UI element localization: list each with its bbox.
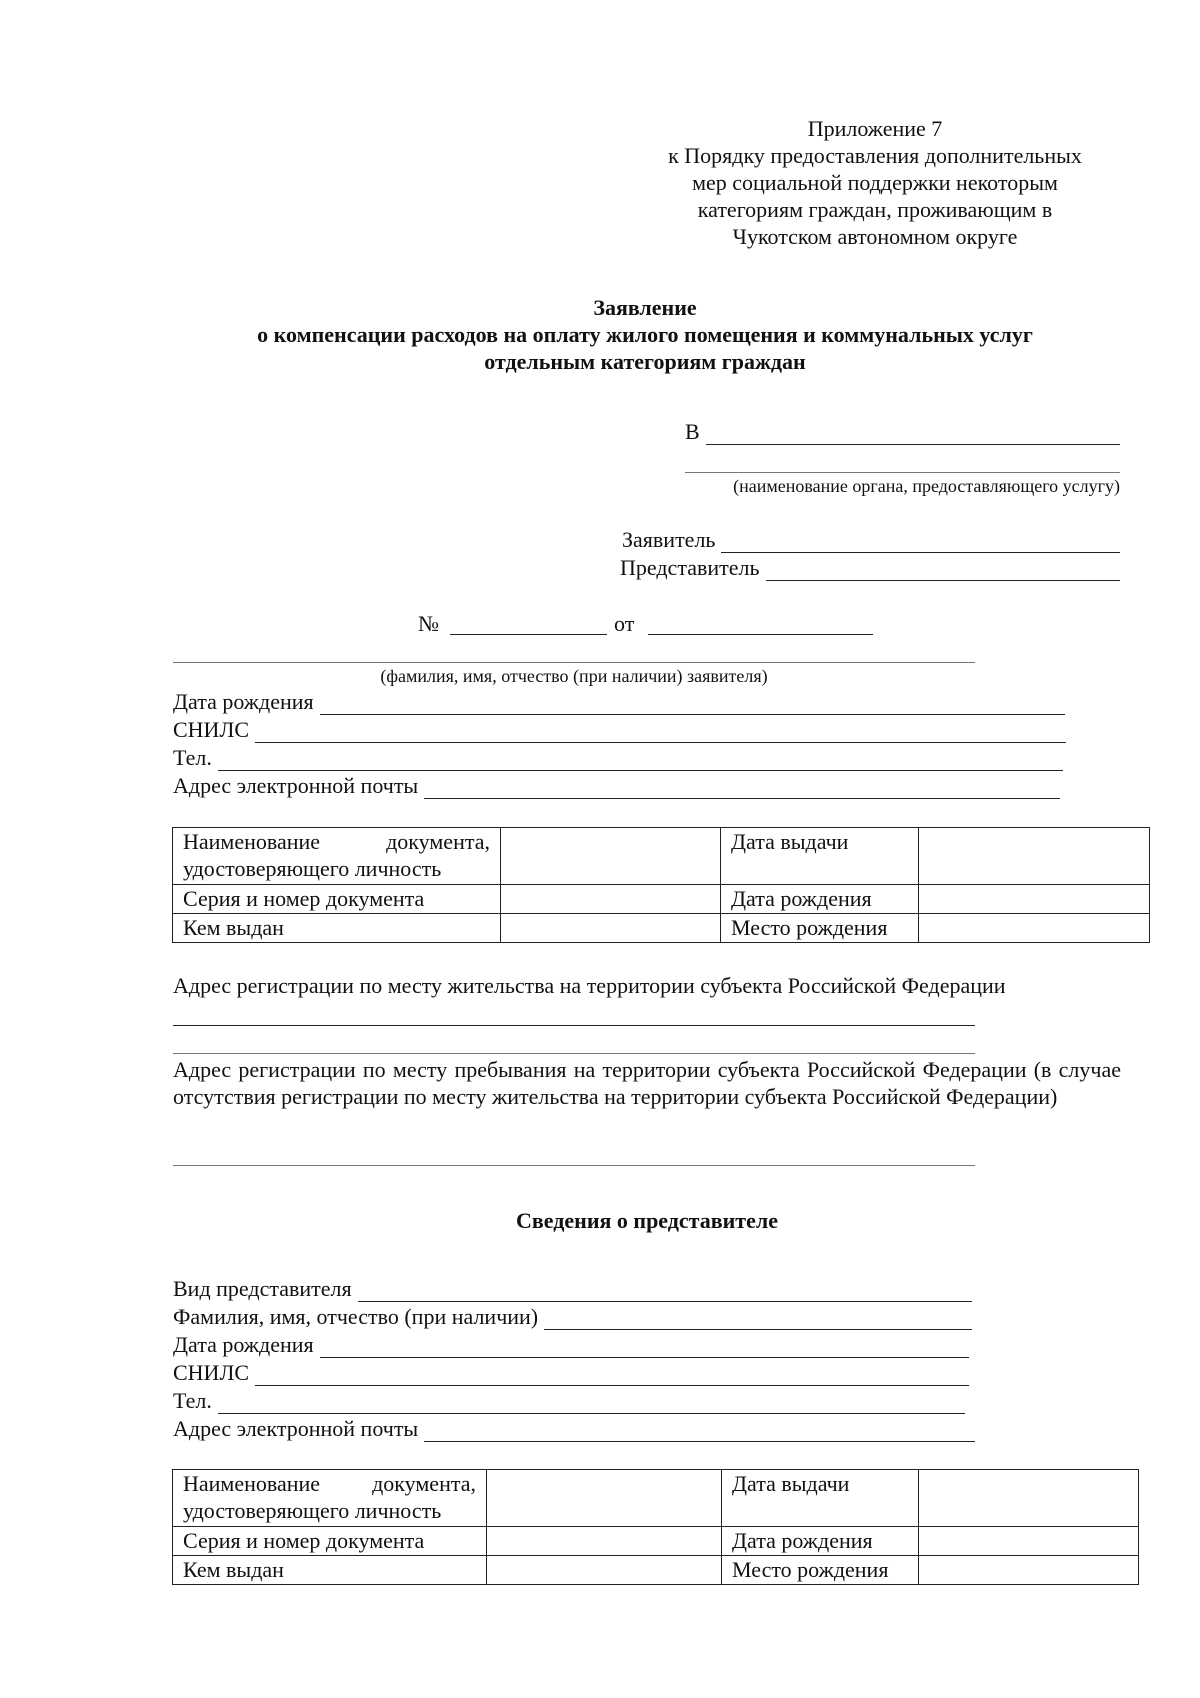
applicant-fio-caption: (фамилия, имя, отчество (при наличии) заявителя) bbox=[380, 666, 768, 686]
issue-date-label: Дата выдачи bbox=[721, 828, 919, 885]
residence-address-label: Адрес регистрации по месту жительства на территории субъекта Российской Федерации bbox=[173, 973, 1006, 998]
issued-by-label: Кем выдан bbox=[173, 914, 501, 943]
snils-label: СНИЛС bbox=[173, 717, 250, 742]
addressee-caption: (наименование органа, предоставляющего услугу) bbox=[733, 476, 1120, 496]
series-number-cell[interactable] bbox=[501, 885, 721, 914]
title-line: о компенсации расходов на оплату жилого помещения и коммунальных услуг bbox=[257, 322, 1033, 347]
issued-by-label: Кем выдан bbox=[173, 1556, 487, 1585]
table-row bbox=[173, 1470, 1139, 1527]
appendix-line: мер социальной поддержки некоторым bbox=[692, 170, 1058, 195]
birth-place-label: Место рождения bbox=[722, 1556, 919, 1585]
applicant-field[interactable] bbox=[721, 532, 1120, 553]
phone-label: Тел. bbox=[173, 745, 212, 770]
issue-date-cell[interactable] bbox=[919, 1470, 1139, 1527]
from-label: от bbox=[614, 611, 635, 636]
birth-date-label: Дата рождения bbox=[721, 885, 919, 914]
birth-date-cell[interactable] bbox=[919, 885, 1150, 914]
doc-name-label: Наименование документа, удостоверяющего личность bbox=[173, 1470, 487, 1527]
birth-date-label: Дата рождения bbox=[722, 1527, 919, 1556]
rep-phone-field[interactable] bbox=[218, 1393, 965, 1414]
stay-address-field[interactable] bbox=[173, 1165, 975, 1166]
rep-phone-row bbox=[173, 1387, 965, 1414]
doc-name-cell[interactable] bbox=[501, 828, 721, 885]
rep-email-row bbox=[173, 1415, 975, 1442]
identity-document-table bbox=[172, 827, 1150, 943]
title-line: Заявление bbox=[593, 295, 697, 320]
representative-label: Представитель bbox=[620, 555, 760, 580]
birth-place-cell[interactable] bbox=[919, 1556, 1139, 1585]
stay-address-label: Адрес регистрации по месту пребывания на территории субъекта Российской Федерации (в случае отсутствия регистрации по месту жительства на территории субъекта Российской Федерации) bbox=[173, 1057, 1121, 1109]
rep-snils-field[interactable] bbox=[255, 1365, 969, 1386]
applicant-row bbox=[622, 526, 1120, 553]
rep-type-field[interactable] bbox=[358, 1281, 972, 1302]
representative-field[interactable] bbox=[766, 560, 1120, 581]
applicant-label: Заявитель bbox=[622, 527, 716, 552]
table-row bbox=[173, 885, 1150, 914]
issued-by-cell[interactable] bbox=[487, 1556, 722, 1585]
rep-identity-document-table bbox=[172, 1469, 1139, 1585]
representative-row bbox=[620, 554, 1120, 581]
addressee-second-line[interactable] bbox=[685, 472, 1120, 473]
birth-date-label: Дата рождения bbox=[173, 689, 314, 714]
email-field[interactable] bbox=[424, 778, 1060, 799]
rep-snils-row bbox=[173, 1359, 969, 1386]
rep-snils-label: СНИЛС bbox=[173, 1360, 250, 1385]
rep-birth-label: Дата рождения bbox=[173, 1332, 314, 1357]
appendix-line: Чукотском автономном округе bbox=[732, 224, 1018, 249]
rep-email-field[interactable] bbox=[424, 1421, 975, 1442]
document-title bbox=[150, 294, 1140, 375]
number-sign: № bbox=[418, 611, 439, 636]
addressee-prefix: В bbox=[685, 419, 700, 444]
series-number-label: Серия и номер документа bbox=[173, 885, 501, 914]
birth-place-label: Место рождения bbox=[721, 914, 919, 943]
residence-address-field-2[interactable] bbox=[173, 1053, 975, 1054]
phone-field[interactable] bbox=[218, 750, 1063, 771]
issue-date-cell[interactable] bbox=[919, 828, 1150, 885]
rep-type-label: Вид представителя bbox=[173, 1276, 352, 1301]
appendix-line: категориям граждан, проживающим в bbox=[697, 197, 1053, 222]
table-row bbox=[173, 914, 1150, 943]
rep-fio-row bbox=[173, 1303, 972, 1330]
birth-date-field[interactable] bbox=[320, 694, 1065, 715]
appendix-header bbox=[640, 115, 1110, 250]
appendix-line: Приложение 7 bbox=[807, 116, 943, 141]
doc-name-cell[interactable] bbox=[487, 1470, 722, 1527]
addressee-row bbox=[685, 418, 1120, 445]
number-field[interactable] bbox=[450, 634, 607, 635]
series-number-label: Серия и номер документа bbox=[173, 1527, 487, 1556]
birth-place-cell[interactable] bbox=[919, 914, 1150, 943]
rep-fio-field[interactable] bbox=[544, 1309, 972, 1330]
applicant-snils-row bbox=[173, 716, 1066, 743]
applicant-email-row bbox=[173, 772, 1060, 799]
title-line: отдельным категориям граждан bbox=[484, 349, 806, 374]
rep-birth-row bbox=[173, 1331, 969, 1358]
rep-fio-label: Фамилия, имя, отчество (при наличии) bbox=[173, 1304, 539, 1329]
table-row bbox=[173, 828, 1150, 885]
representative-heading: Сведения о представителе bbox=[516, 1208, 778, 1233]
appendix-line: к Порядку предоставления дополнительных bbox=[668, 143, 1082, 168]
email-label: Адрес электронной почты bbox=[173, 773, 419, 798]
applicant-fio-field[interactable] bbox=[173, 662, 975, 663]
issue-date-label: Дата выдачи bbox=[722, 1470, 919, 1527]
doc-name-label: Наименование документа, удостоверяющего личность bbox=[173, 828, 501, 885]
date-field[interactable] bbox=[648, 634, 873, 635]
rep-type-row bbox=[173, 1275, 972, 1302]
rep-birth-field[interactable] bbox=[320, 1337, 969, 1358]
table-row bbox=[173, 1556, 1139, 1585]
rep-phone-label: Тел. bbox=[173, 1388, 212, 1413]
residence-address-field[interactable] bbox=[173, 1025, 975, 1026]
addressee-field[interactable] bbox=[706, 424, 1120, 445]
series-number-cell[interactable] bbox=[487, 1527, 722, 1556]
birth-date-cell[interactable] bbox=[919, 1527, 1139, 1556]
applicant-phone-row bbox=[173, 744, 1063, 771]
snils-field[interactable] bbox=[255, 722, 1066, 743]
issued-by-cell[interactable] bbox=[501, 914, 721, 943]
rep-email-label: Адрес электронной почты bbox=[173, 1416, 419, 1441]
applicant-birth-row bbox=[173, 688, 1065, 715]
table-row bbox=[173, 1527, 1139, 1556]
